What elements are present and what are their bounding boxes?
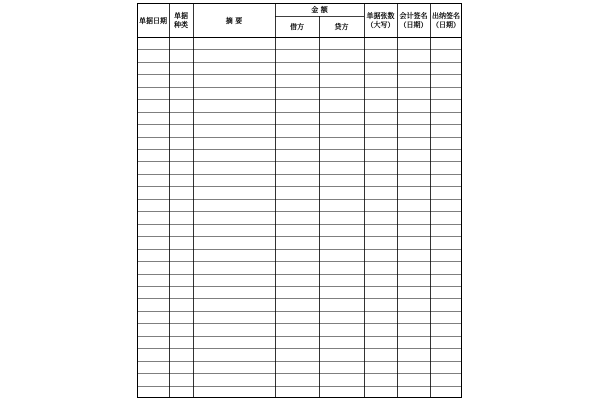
header-accountant-sign: 会计签名 （日期） bbox=[399, 11, 428, 29]
header-doc-type: 单据 种类 bbox=[174, 11, 188, 29]
header-summary: 摘 要 bbox=[225, 15, 243, 25]
header-date: 单据日期 bbox=[139, 15, 167, 25]
header-credit: 贷方 bbox=[334, 22, 349, 31]
header-cashier-sign: 出纳签名 （日期） bbox=[432, 11, 460, 29]
header-amount: 金 额 bbox=[311, 5, 328, 14]
header-doc-count: 单据张数 （大写） bbox=[366, 11, 395, 29]
table-grid bbox=[137, 3, 462, 398]
voucher-register-table bbox=[137, 3, 462, 398]
header-debit: 借方 bbox=[290, 22, 304, 31]
